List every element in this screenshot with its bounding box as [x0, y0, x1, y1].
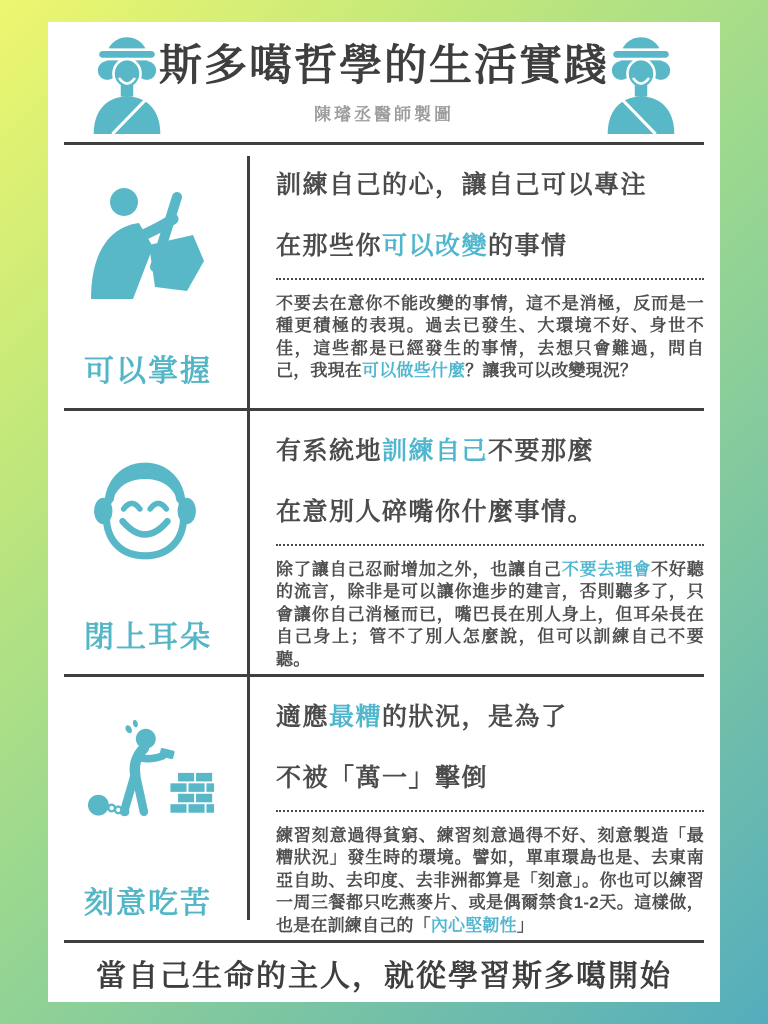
text-part: 在那些你 — [276, 231, 383, 260]
section-text-column — [248, 145, 720, 408]
vertical-divider — [247, 156, 250, 920]
philosopher-bust-icon — [598, 32, 684, 134]
text-part: 不好聽的流言，除非是可以讓你進步的建言，否則聽多了，只會讓你自己消極而已，嘴巴長在別人身上，但耳朵長在自己身上；管不了別人怎麼說，但可以訓練自己不要聽。 — [276, 559, 704, 669]
section-heading-line1 — [276, 703, 704, 732]
section-heading-line2 — [276, 232, 704, 261]
section-heading-line2 — [276, 498, 704, 527]
text-part: 的狀況，是為了 — [382, 703, 568, 731]
section-icon-column — [48, 677, 248, 940]
highlighted-text: 不要去理會 — [561, 559, 652, 579]
section-icon-column — [48, 145, 248, 408]
ball-chain-bricklayer-icon — [87, 719, 209, 831]
section-body-text — [276, 293, 704, 383]
text-part: 」 — [516, 915, 535, 935]
text-part: 適應 — [276, 703, 330, 731]
section-text-column — [248, 411, 720, 674]
highlighted-text: 內心堅韌性 — [430, 915, 517, 935]
page-title: 斯多噶哲學的生活實踐 — [159, 42, 609, 90]
section-body-text — [276, 559, 704, 672]
footer-slogan: 當自己生命的主人，就從學習斯多噶開始 — [96, 959, 672, 993]
section-close-ears — [48, 411, 720, 674]
section-heading-line2 — [276, 764, 704, 793]
highlighted-text: 可以改變 — [382, 231, 489, 260]
text-part: 不要去在意你不能改變的事情，這不是消極，反而是一種更積極的表現。過去已發生、大環境不好、身世不佳，這些都是已經發生的事情，去想只會難過，問自己，我現在 — [276, 293, 704, 381]
section-can-control — [48, 145, 720, 408]
section-body-text — [276, 825, 704, 938]
author-credit: 陳璿丞醫師製圖 — [314, 105, 454, 124]
headphones-smile-icon — [87, 453, 209, 565]
text-part: 訓練自己的心，讓自己可以專注 — [276, 171, 648, 199]
text-part: 除了讓自己忍耐增加之外，也讓自己 — [276, 559, 562, 579]
text-part: 不要那麼 — [488, 437, 595, 465]
highlighted-text: 可以做些什麼 — [362, 361, 466, 381]
text-part: 有系統地 — [276, 437, 383, 465]
text-part: 不被「萬一」擊倒 — [276, 763, 489, 792]
text-part: 的事情 — [488, 231, 568, 260]
highlighted-text: 最糟 — [329, 703, 383, 731]
text-part: 在意別人碎嘴你什麼事情。 — [276, 497, 595, 526]
section-label: 刻意吃苦 — [84, 887, 212, 920]
highlighted-text: 訓練自己 — [382, 437, 489, 465]
infographic-card — [48, 22, 720, 1002]
philosopher-bust-icon — [84, 32, 170, 134]
text-part: ？讓我可以改變現況？ — [465, 361, 638, 381]
dotted-divider — [276, 278, 704, 280]
dotted-divider — [276, 810, 704, 812]
section-icon-column — [48, 411, 248, 674]
section-heading-line1 — [276, 171, 704, 200]
section-text-column — [248, 677, 720, 940]
footer — [48, 943, 720, 1002]
header — [48, 22, 720, 142]
section-label: 閉上耳朵 — [84, 621, 212, 654]
section-label: 可以掌握 — [84, 355, 212, 388]
steering-person-icon — [87, 187, 209, 299]
text-part: 練習刻意過得貧窮、練習刻意過得不好、刻意製造「最糟狀況」發生時的環境。譬如，單車環島也是、去東南亞自助、去印度、去非洲都算是「刻意」。你也可以練習一周三餐都只吃燕麥片、或是偶爾禁食1-2天。這樣做，也是在訓練自己的「 — [276, 825, 704, 935]
section-deliberate-hardship — [48, 677, 720, 940]
dotted-divider — [276, 544, 704, 546]
section-heading-line1 — [276, 437, 704, 466]
